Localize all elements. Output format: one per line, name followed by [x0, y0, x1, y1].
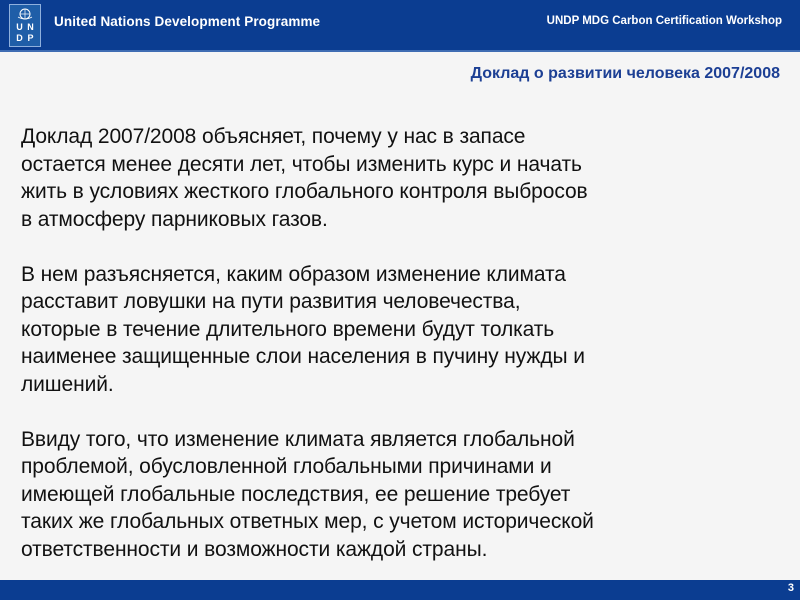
- page-number: 3: [787, 582, 794, 594]
- organization-name: United Nations Development Programme: [54, 14, 321, 29]
- logo-letter: D: [16, 33, 23, 43]
- un-emblem-icon: [17, 8, 33, 20]
- logo-letter: P: [27, 33, 34, 43]
- undp-logo-icon: [9, 4, 41, 47]
- logo-letters: [14, 22, 36, 44]
- slide-body: [21, 123, 791, 591]
- slide-title: Доклад о развитии человека 2007/2008: [470, 65, 780, 82]
- body-paragraph: Ввиду того, что изменение климата является глобальной проблемой, обусловленной глобальными причинами и имеющей глобальные последствия, ее решение требует таких же глобальных ответных мер, с учетом исторической ответственности и возможности каждой страны.: [21, 427, 594, 561]
- logo-letter: N: [27, 22, 34, 32]
- footer-bar: [0, 580, 800, 600]
- body-paragraph: Доклад 2007/2008 объясняет, почему у нас в запасе остается менее десяти лет, чтобы изменить курс и начать жить в условиях жесткого глобального контроля выбросов в атмосферу парниковых газов.: [21, 125, 588, 231]
- workshop-name: UNDP MDG Carbon Certification Workshop: [546, 15, 782, 27]
- body-paragraph: В нем разъясняется, каким образом изменение климата расставит ловушки на пути развития человечества, которые в течение длительного времени будут толкать наименее защищенные слои населения в пучину нужды и лишений.: [21, 262, 585, 396]
- logo-letter: U: [16, 22, 23, 32]
- header-bar: [0, 0, 800, 52]
